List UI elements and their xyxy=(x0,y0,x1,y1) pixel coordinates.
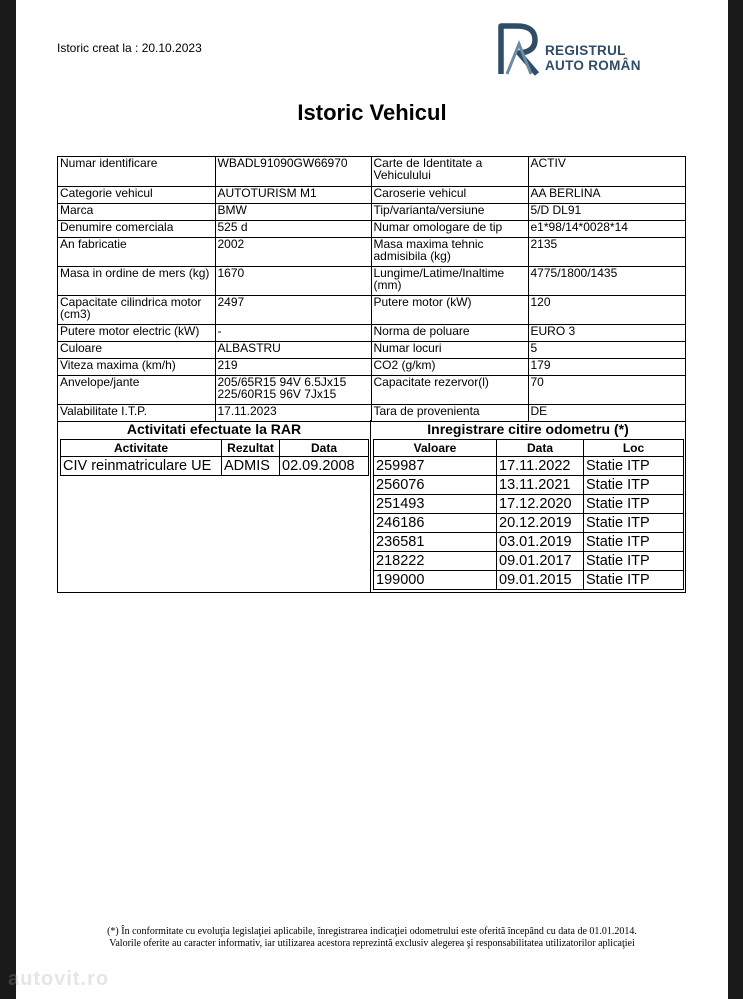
table-row: Denumire comerciala 525 d Numar omologare de tip e1*98/14*0028*14 xyxy=(58,220,685,237)
rar-logo-text: REGISTRUL AUTO ROMÂN xyxy=(545,43,641,73)
autovit-watermark: autovit.ro xyxy=(8,968,110,990)
table-row: 199000 09.01.2015 Statie ITP xyxy=(374,571,684,590)
table-row: Culoare ALBASTRU Numar locuri 5 xyxy=(58,341,685,358)
table-row: 259987 17.11.2022 Statie ITP xyxy=(374,457,684,476)
table-row: Putere motor electric (kW) - Norma de poluare EURO 3 xyxy=(58,324,685,341)
document-page xyxy=(16,0,728,999)
rar-logo-icon xyxy=(497,22,547,78)
table-row: 251493 17.12.2020 Statie ITP xyxy=(374,495,684,514)
table-row: 218222 09.01.2017 Statie ITP xyxy=(374,552,684,571)
rar-logo xyxy=(497,22,657,78)
activities-table xyxy=(60,439,369,476)
odometer-title: Inregistrare citire odometru (*) xyxy=(427,421,629,437)
table-row: 236581 03.01.2019 Statie ITP xyxy=(374,533,684,552)
legal-footnote: (*) În conformitate cu evoluţia legislaţiei aplicabile, înregistrarea indicaţiei odometrului este oferită începând cu data de 01.01.2014. Valorile oferite au caracter informativ, iar utilizarea acestora reprezintă exclusiv alegerea şi responsabilitatea utilizatorilor aplicaţiei xyxy=(107,926,637,949)
table-row: Categorie vehicul AUTOTURISM M1 Caroserie vehicul AA BERLINA xyxy=(58,186,685,203)
table-row: Masa in ordine de mers (kg) 1670 Lungime/Latime/Inaltime (mm) 4775/1800/1435 xyxy=(58,266,685,295)
history-created-date: Istoric creat la : 20.10.2023 xyxy=(57,41,202,55)
table-header-row: Valoare Data Loc xyxy=(374,440,684,457)
odometer-panel xyxy=(371,420,685,593)
odometer-table xyxy=(373,439,684,590)
activities-panel xyxy=(58,420,371,593)
records-section xyxy=(58,420,685,593)
table-row: Anvelope/jante 205/65R15 94V 6.5Jx15 225/60R15 96V 7Jx15 Capacitate rezervor(l) 70 xyxy=(58,375,685,404)
page-title: Istoric Vehicul xyxy=(297,100,447,125)
table-row: 256076 13.11.2021 Statie ITP xyxy=(374,476,684,495)
table-row: An fabricatie 2002 Masa maxima tehnic admisibila (kg) 2135 xyxy=(58,237,685,266)
vehicle-history-grid xyxy=(57,156,686,593)
table-header-row: Activitate Rezultat Data xyxy=(61,440,369,457)
table-row: Viteza maxima (km/h) 219 CO2 (g/km) 179 xyxy=(58,358,685,375)
table-row: Valabilitate I.T.P. 17.11.2023 Tara de provenienta DE xyxy=(58,404,685,421)
table-row: 246186 20.12.2019 Statie ITP xyxy=(374,514,684,533)
table-row: Numar identificare WBADL91090GW66970 Carte de Identitate a Vehiculului ACTIV xyxy=(58,157,685,186)
activities-title: Activitati efectuate la RAR xyxy=(126,421,302,437)
table-row: Marca BMW Tip/varianta/versiune 5/D DL91 xyxy=(58,203,685,220)
table-row: CIV reinmatriculare UE ADMIS 02.09.2008 xyxy=(61,457,369,476)
table-row: Capacitate cilindrica motor (cm3) 2497 Putere motor (kW) 120 xyxy=(58,295,685,324)
vehicle-info-table xyxy=(58,157,685,422)
